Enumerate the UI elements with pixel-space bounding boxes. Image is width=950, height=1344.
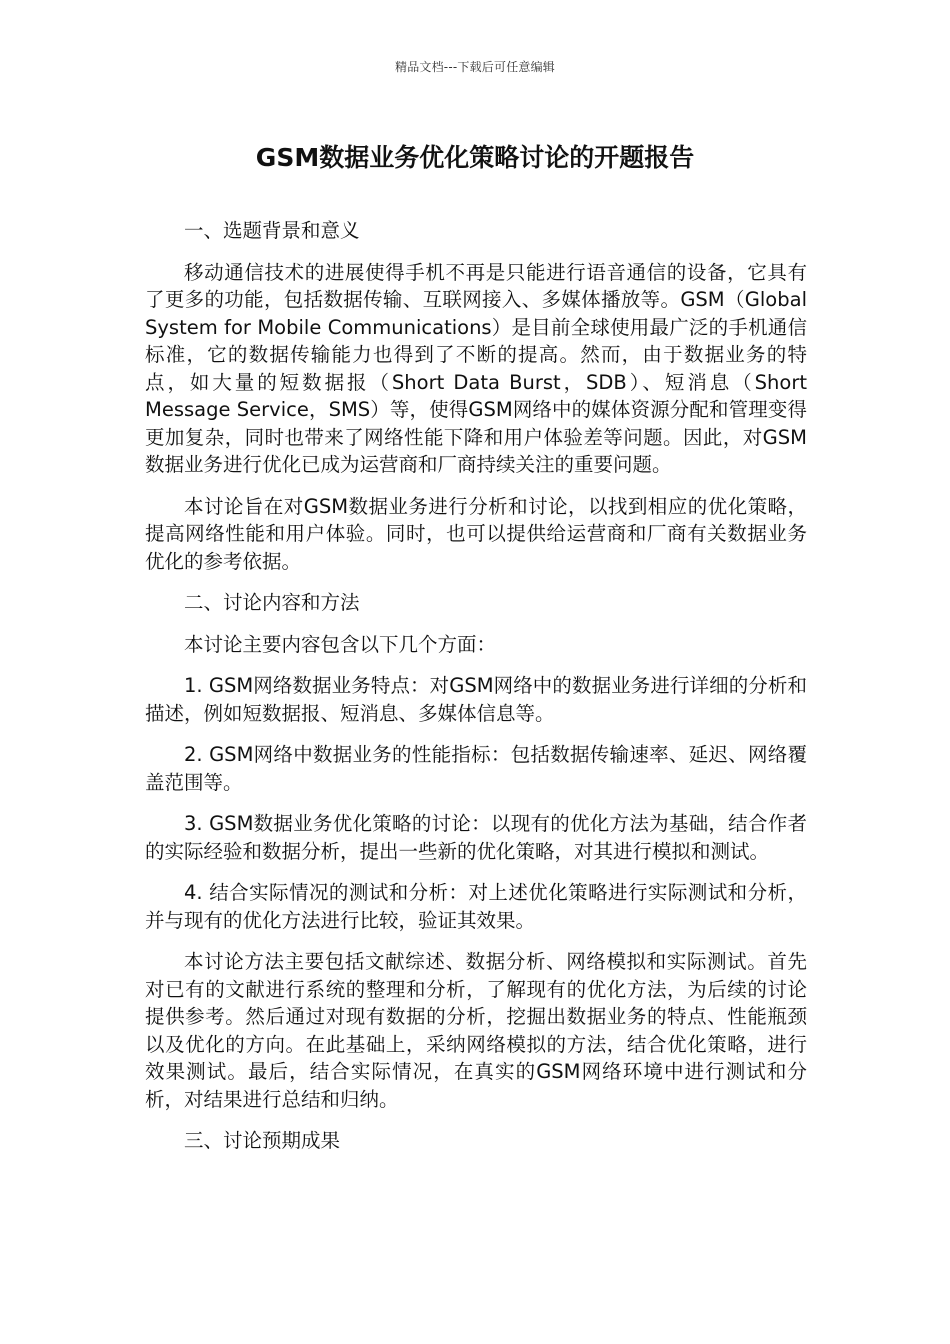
list-item-1: 1. GSM网络数据业务特点：对GSM网络中的数据业务进行详细的分析和描述，例如短数据报、短消息、多媒体信息等。: [145, 674, 807, 725]
list-item-2: 2. GSM网络中数据业务的性能指标：包括数据传输速率、延迟、网络覆盖范围等。: [145, 743, 807, 794]
paragraph-purpose: 本讨论旨在对GSM数据业务进行分析和讨论，以找到相应的优化策略，提高网络性能和用户体验。同时，也可以提供给运营商和厂商有关数据业务优化的参考依据。: [145, 494, 807, 573]
section-heading-background: 一、选题背景和意义: [184, 219, 360, 242]
paragraph-background: 移动通信技术的进展使得手机不再是只能进行语音通信的设备，它具有了更多的功能，包括数据传输、互联网接入、多媒体播放等。GSM（Global System for Mobile Communications）是目前全球使用最广泛的手机通信标准，它的数据传输能力也得到了不断的提高。然而，由于数据业务的特点，如大量的短数据报（Short Data Burst，SDB）、短消息（Short Message Service，SMS）等，使得GSM网络中的媒体资源分配和管理变得更加复杂，同时也带来了网络性能下降和用户体验差等问题。因此，对GSM数据业务进行优化已成为运营商和厂商持续关注的重要问题。: [145, 260, 807, 476]
paragraph-methods: 本讨论方法主要包括文献综述、数据分析、网络模拟和实际测试。首先对已有的文献进行系统的整理和分析，了解现有的优化方法，为后续的讨论提供参考。然后通过对现有数据的分析，挖掘出数据业务的特点、性能瓶颈以及优化的方向。在此基础上，采纳网络模拟的方法，结合优化策略，进行效果测试。最后，结合实际情况，在真实的GSM网络环境中进行测试和分析，对结果进行总结和归纳。: [145, 950, 807, 1111]
document-body: [145, 217, 807, 1169]
list-item-4: 4. 结合实际情况的测试和分析：对上述优化策略进行实际测试和分析，并与现有的优化方法进行比较，验证其效果。: [145, 881, 807, 932]
list-item-3: 3. GSM数据业务优化策略的讨论：以现有的优化方法为基础，结合作者的实际经验和数据分析，提出一些新的优化策略，对其进行模拟和测试。: [145, 812, 807, 863]
section-heading-expected-results: 三、讨论预期成果: [184, 1129, 341, 1152]
section-heading-content-methods: 二、讨论内容和方法: [184, 591, 360, 614]
paragraph-content-intro: 本讨论主要内容包含以下几个方面：: [184, 632, 497, 656]
document-title: GSM数据业务优化策略讨论的开题报告: [255, 143, 695, 172]
header-note: 精品文档---下载后可任意编辑: [395, 60, 555, 74]
